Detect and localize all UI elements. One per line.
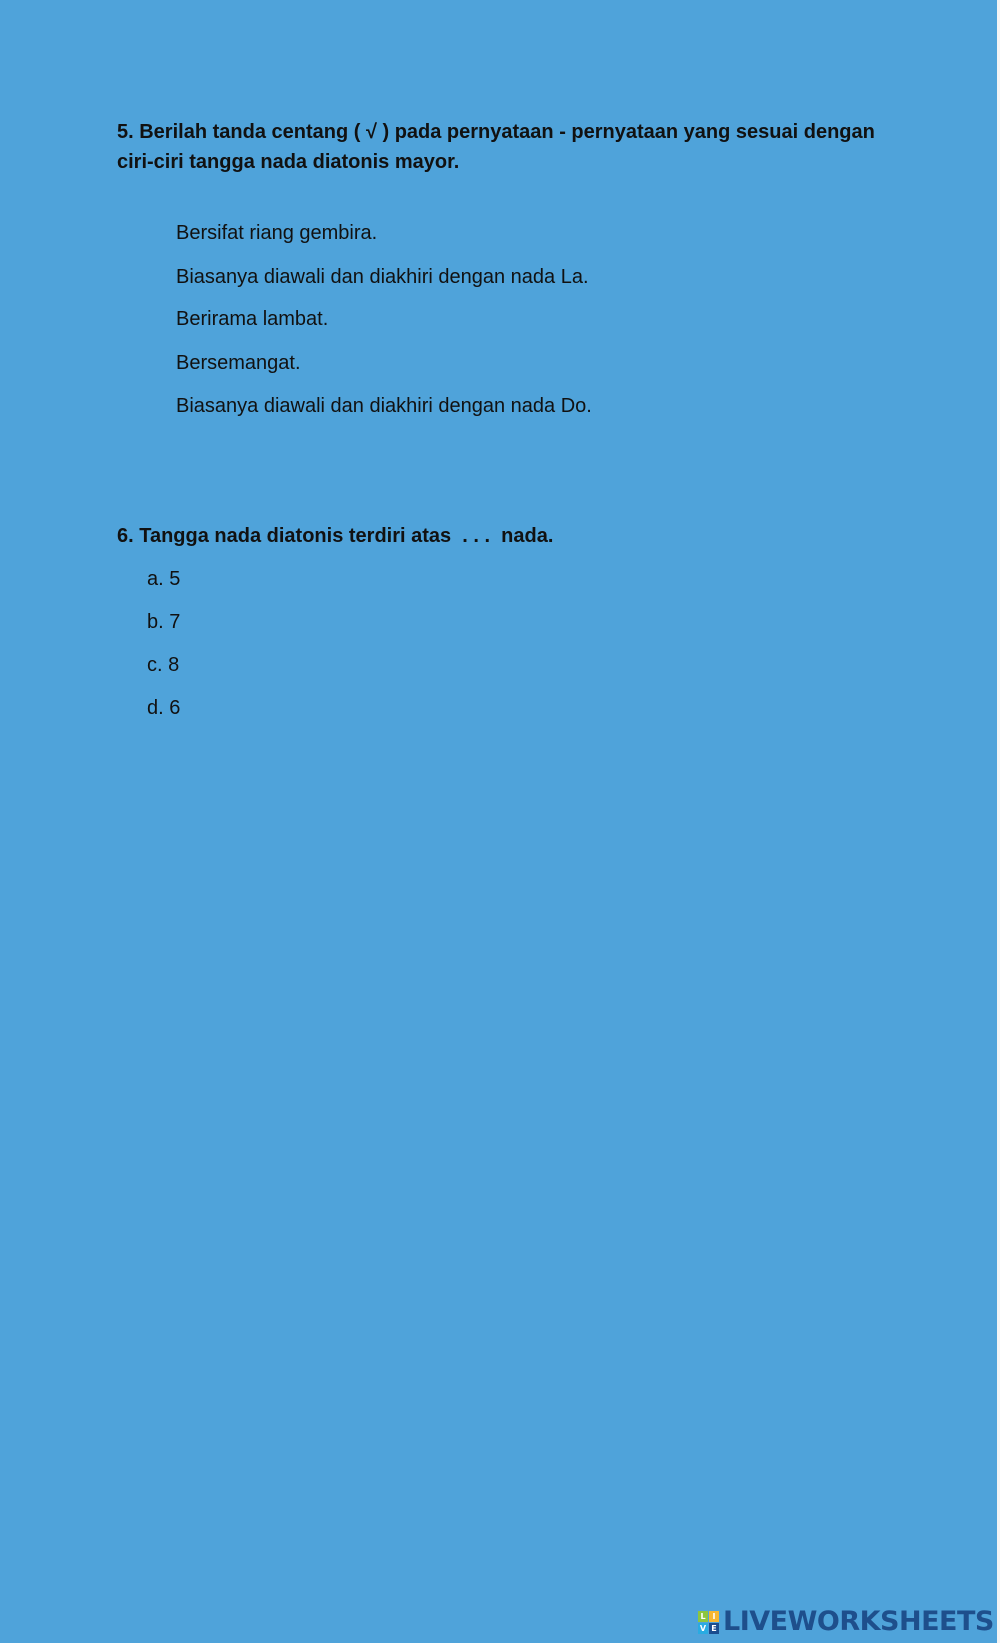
q6-option-a: a. 5 xyxy=(147,568,181,590)
q6-option-c: c. 8 xyxy=(147,654,180,676)
q6-option-d: d. 6 xyxy=(147,697,181,719)
logo-mark-letter: L xyxy=(698,1611,708,1622)
q5-statement-5: Biasanya diawali dan diakhiri dengan nada Do. xyxy=(176,395,592,417)
liveworksheets-logo-text: LIVEWORKSHEETS xyxy=(723,1606,994,1637)
q6-option-b: b. 7 xyxy=(147,611,181,633)
liveworksheets-logo-icon xyxy=(698,1611,719,1634)
q5-statement-2: Biasanya diawali dan diakhiri dengan nada La. xyxy=(176,266,589,288)
q5-statement-4: Bersemangat. xyxy=(176,352,301,374)
q5-statement-3: Berirama lambat. xyxy=(176,308,329,330)
q5-statement-1: Bersifat riang gembira. xyxy=(176,222,378,244)
question-6-title: 6. Tangga nada diatonis terdiri atas . . . nada. xyxy=(117,525,554,547)
question-5-title: 5. Berilah tanda centang ( √ ) pada pernyataan - pernyataan yang sesuai dengan ciri-ciri tangga nada diatonis mayor. xyxy=(117,121,875,173)
logo-mark-letter: E xyxy=(709,1623,719,1634)
liveworksheets-logo xyxy=(698,1607,994,1637)
logo-mark-letter: I xyxy=(709,1611,719,1622)
logo-mark-letter: V xyxy=(699,1623,707,1633)
